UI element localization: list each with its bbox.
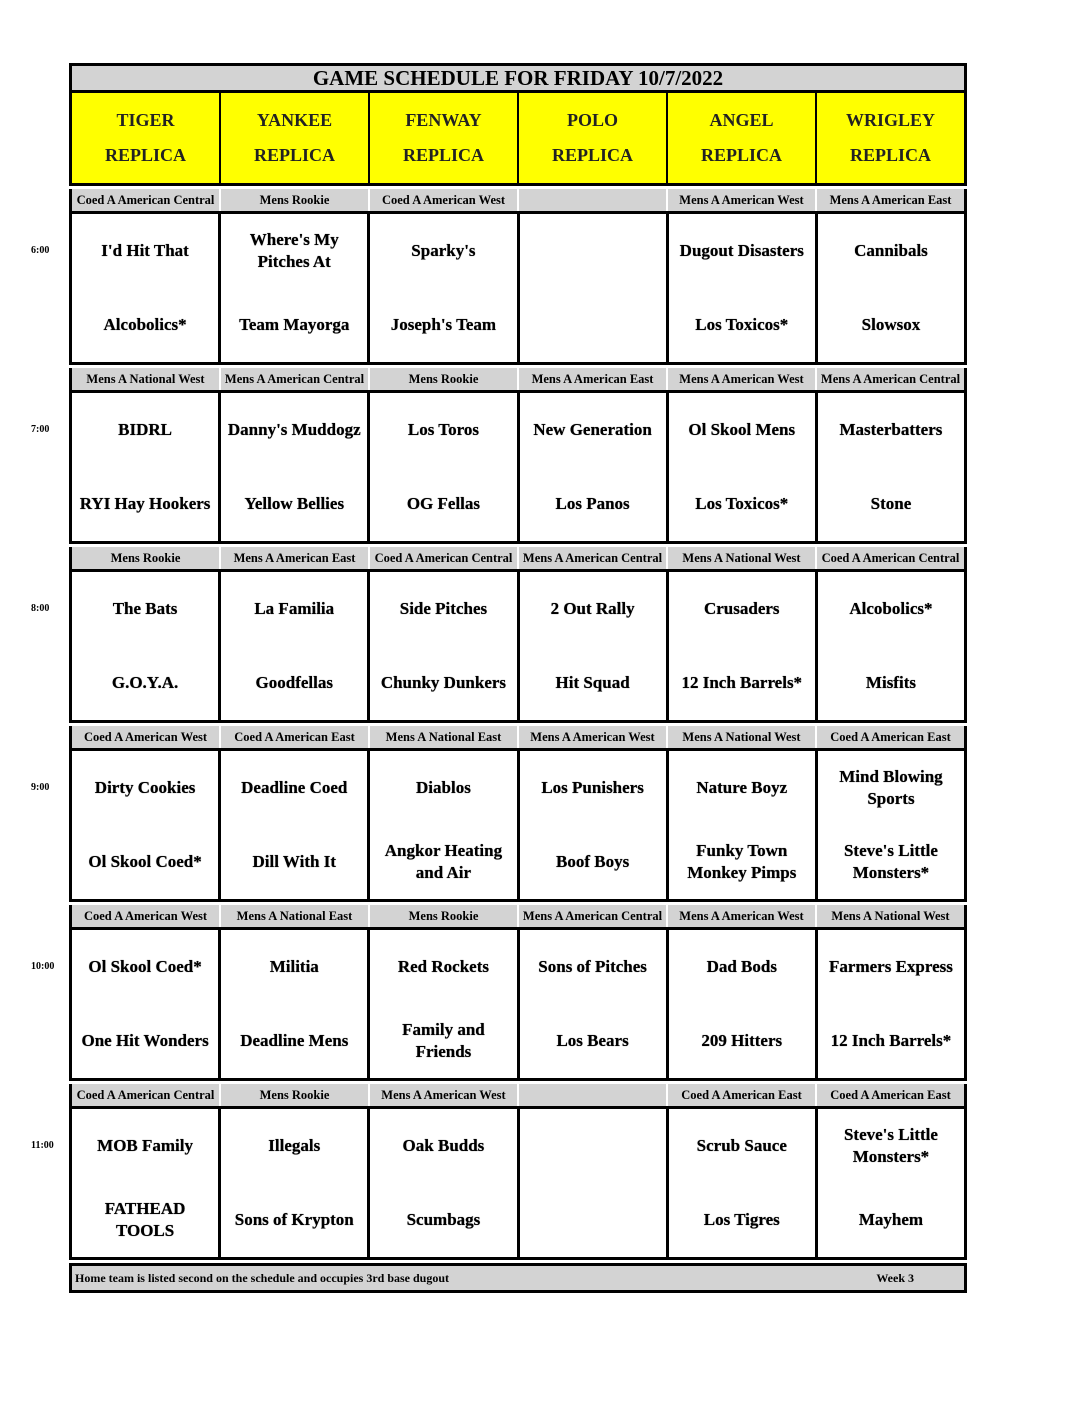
time-slot xyxy=(31,1084,967,1260)
time-slots xyxy=(31,189,967,1260)
away-team: La Familia xyxy=(254,599,335,618)
game-cell xyxy=(221,572,370,720)
away-team: Dad Bods xyxy=(706,957,777,976)
game-cell xyxy=(818,751,964,899)
schedule-sheet xyxy=(31,63,967,1293)
game-cell xyxy=(669,214,818,362)
home-team: Ol Skool Coed* xyxy=(88,852,202,871)
division-label: Mens Rookie xyxy=(370,368,519,390)
division-label: Coed A American Central xyxy=(72,1084,221,1106)
game-cell xyxy=(818,393,964,541)
home-team: Los Toxicos* xyxy=(695,494,789,513)
home-team: G.O.Y.A. xyxy=(111,673,179,692)
away-team: Alcobolics* xyxy=(849,599,933,618)
game-cell xyxy=(520,930,669,1078)
game-cell xyxy=(669,393,818,541)
division-label: Coed A American East xyxy=(221,726,370,748)
game-cell xyxy=(221,1109,370,1257)
venue-header xyxy=(519,93,668,183)
venue-type: REPLICA xyxy=(253,145,335,165)
venue-type: REPLICA xyxy=(551,145,633,165)
division-label: Mens A National West xyxy=(668,726,817,748)
division-row xyxy=(69,368,967,390)
home-team: FATHEAD TOOLS xyxy=(104,1199,186,1240)
division-label: Mens A American East xyxy=(221,547,370,569)
division-label: Mens Rookie xyxy=(72,547,221,569)
home-team: Alcobolics* xyxy=(103,315,187,334)
game-cell xyxy=(520,572,669,720)
division-label: Mens A National West xyxy=(668,547,817,569)
division-label: Mens A American West xyxy=(668,905,817,927)
game-cell xyxy=(370,751,519,899)
game-cell xyxy=(221,751,370,899)
division-label: Coed A American West xyxy=(72,905,221,927)
time-label: 7:00 xyxy=(31,424,50,435)
away-team: Mind Blowing Sports xyxy=(839,767,943,808)
home-team: Mayhem xyxy=(858,1210,924,1229)
home-team: Goodfellas xyxy=(255,673,333,692)
time-label: 10:00 xyxy=(31,961,55,972)
away-team: Dirty Cookies xyxy=(94,778,196,797)
away-team: Illegals xyxy=(268,1136,321,1155)
division-row xyxy=(69,905,967,927)
game-cell xyxy=(370,393,519,541)
division-label: Mens A American West xyxy=(519,726,668,748)
division-label: Mens A American Central xyxy=(519,547,668,569)
away-team: Crusaders xyxy=(703,599,780,618)
time-slot xyxy=(31,726,967,902)
game-cell xyxy=(669,930,818,1078)
division-row xyxy=(69,726,967,748)
game-cell xyxy=(669,1109,818,1257)
game-row xyxy=(69,211,967,365)
away-team: Nature Boyz xyxy=(696,778,788,797)
division-label: Mens A American East xyxy=(829,193,952,207)
home-team: Los Tigres xyxy=(703,1210,780,1229)
home-team: Dill With It xyxy=(252,852,336,871)
away-team: Farmers Express xyxy=(829,957,953,976)
home-team: 12 Inch Barrels* xyxy=(830,1031,952,1050)
home-team: Team Mayorga xyxy=(239,315,350,334)
game-cell xyxy=(520,1109,669,1257)
division-label: Coed A American Central xyxy=(370,547,519,569)
division-label xyxy=(519,189,668,211)
time-slot xyxy=(31,905,967,1081)
game-row xyxy=(69,1106,967,1260)
away-team: Sparky's xyxy=(411,241,476,260)
division-label: Mens A National West xyxy=(831,909,950,923)
time-slot xyxy=(31,368,967,544)
home-team: Los Bears xyxy=(556,1031,629,1050)
home-team: Sons of Krypton xyxy=(234,1210,354,1229)
away-team: The Bats xyxy=(112,599,178,618)
home-team: Stone xyxy=(870,494,912,513)
away-team: I'd Hit That xyxy=(101,241,189,260)
home-team xyxy=(520,1183,666,1257)
game-row xyxy=(69,569,967,723)
venue-type: REPLICA xyxy=(700,145,782,165)
division-label: Coed A American East xyxy=(668,1084,817,1106)
time-slot xyxy=(31,547,967,723)
time-label: 6:00 xyxy=(31,245,50,256)
game-cell xyxy=(221,393,370,541)
venue-header xyxy=(817,93,964,183)
venue-name: POLO xyxy=(566,110,618,130)
away-team: Sons of Pitches xyxy=(538,957,647,976)
home-team: Family and Friends xyxy=(402,1020,485,1061)
game-cell xyxy=(520,751,669,899)
game-cell xyxy=(370,1109,519,1257)
home-team: 12 Inch Barrels* xyxy=(681,673,803,692)
home-team: Angkor Heating and Air xyxy=(384,841,503,882)
game-cell xyxy=(818,572,964,720)
time-label: 9:00 xyxy=(31,782,50,793)
home-team: Deadline Mens xyxy=(240,1031,349,1050)
away-team xyxy=(520,1109,666,1183)
game-row xyxy=(69,390,967,544)
away-team: Danny's Muddogz xyxy=(227,420,361,439)
schedule-footer xyxy=(69,1263,967,1293)
home-team: Hit Squad xyxy=(555,673,630,692)
game-row xyxy=(69,927,967,1081)
home-team: Los Toxicos* xyxy=(695,315,789,334)
away-team: Red Rockets xyxy=(397,957,489,976)
venue-header xyxy=(370,93,519,183)
venue-header xyxy=(221,93,370,183)
division-label: Coed A American West xyxy=(72,726,221,748)
division-label: Mens A American West xyxy=(668,368,817,390)
division-label: Coed A American East xyxy=(830,730,951,744)
away-team: Steve's Little Monsters* xyxy=(843,1125,938,1166)
division-row xyxy=(69,547,967,569)
away-team: Diablos xyxy=(416,778,471,797)
away-team: Deadline Coed xyxy=(241,778,348,797)
game-cell xyxy=(72,930,221,1078)
division-label: Mens Rookie xyxy=(221,189,370,211)
time-slot xyxy=(31,189,967,365)
away-team: Los Punishers xyxy=(541,778,644,797)
venue-type: REPLICA xyxy=(402,145,484,165)
home-team: One Hit Wonders xyxy=(81,1031,209,1050)
game-cell xyxy=(72,751,221,899)
time-label: 8:00 xyxy=(31,603,50,614)
venue-name: TIGER xyxy=(116,110,175,130)
game-cell xyxy=(72,572,221,720)
game-cell xyxy=(221,214,370,362)
game-cell xyxy=(370,572,519,720)
home-team: Scumbags xyxy=(406,1210,481,1229)
game-row xyxy=(69,748,967,902)
venue-name: FENWAY xyxy=(405,110,482,130)
venue-header xyxy=(668,93,817,183)
away-team: Side Pitches xyxy=(399,599,488,618)
home-team: Misfits xyxy=(865,673,916,692)
home-team: OG Fellas xyxy=(406,494,481,513)
home-team: Boof Boys xyxy=(555,852,630,871)
venue-type: REPLICA xyxy=(849,145,931,165)
division-label: Mens A National East xyxy=(221,905,370,927)
home-team: Los Panos xyxy=(555,494,630,513)
game-cell xyxy=(818,930,964,1078)
away-team xyxy=(520,214,666,288)
time-label: 11:00 xyxy=(31,1140,54,1151)
game-cell xyxy=(370,214,519,362)
division-label: Mens Rookie xyxy=(370,905,519,927)
division-row xyxy=(69,1084,967,1106)
away-team: Oak Budds xyxy=(402,1136,485,1155)
division-label: Coed A American Central xyxy=(821,551,960,565)
game-cell xyxy=(370,930,519,1078)
venue-header-row xyxy=(69,93,967,186)
game-cell xyxy=(669,751,818,899)
home-team: Joseph's Team xyxy=(390,315,497,334)
away-team: Dugout Disasters xyxy=(679,241,804,260)
venue-type: REPLICA xyxy=(104,145,186,165)
division-label: Coed A American Central xyxy=(72,189,221,211)
away-team: Masterbatters xyxy=(839,420,943,439)
venue-name: YANKEE xyxy=(256,110,333,130)
home-team xyxy=(520,288,666,362)
away-team: Militia xyxy=(269,957,319,976)
away-team: Where's My Pitches At xyxy=(249,230,339,271)
division-label: Mens A American Central xyxy=(820,372,961,386)
home-team: Chunky Dunkers xyxy=(380,673,507,692)
division-label: Coed A American East xyxy=(830,1088,951,1102)
division-row xyxy=(69,189,967,211)
home-team-note: Home team is listed second on the schedule and occupies 3rd base dugout xyxy=(75,1270,450,1285)
home-team: Slowsox xyxy=(861,315,921,334)
away-team: MOB Family xyxy=(97,1136,194,1155)
home-team: Steve's Little Monsters* xyxy=(843,841,938,882)
division-label: Mens A National East xyxy=(370,726,519,748)
venue-name: ANGEL xyxy=(709,110,774,130)
game-cell xyxy=(818,214,964,362)
away-team: Scrub Sauce xyxy=(696,1136,787,1155)
division-label: Mens A National West xyxy=(72,368,221,390)
division-label xyxy=(519,1084,668,1106)
away-team: Ol Skool Mens xyxy=(688,420,796,439)
game-cell xyxy=(72,393,221,541)
away-team: BIDRL xyxy=(118,420,173,439)
game-cell xyxy=(520,214,669,362)
game-cell xyxy=(520,393,669,541)
venue-header xyxy=(72,93,221,183)
away-team: New Generation xyxy=(533,420,652,439)
division-label: Coed A American West xyxy=(370,189,519,211)
away-team: 2 Out Rally xyxy=(550,599,635,618)
home-team: Funky Town Monkey Pimps xyxy=(687,841,797,882)
division-label: Mens A American West xyxy=(668,189,817,211)
game-cell xyxy=(818,1109,964,1257)
away-team: Los Toros xyxy=(407,420,479,439)
away-team: Ol Skool Coed* xyxy=(88,957,202,976)
schedule-title: GAME SCHEDULE FOR FRIDAY 10/7/2022 xyxy=(69,63,967,93)
division-label: Mens A American East xyxy=(519,368,668,390)
home-team: Yellow Bellies xyxy=(244,494,345,513)
division-label: Mens A American West xyxy=(370,1084,519,1106)
game-cell xyxy=(72,214,221,362)
division-label: Mens Rookie xyxy=(221,1084,370,1106)
game-cell xyxy=(72,1109,221,1257)
home-team: RYI Hay Hookers xyxy=(79,494,211,513)
away-team: Cannibals xyxy=(854,241,928,260)
home-team: 209 Hitters xyxy=(701,1031,783,1050)
game-cell xyxy=(221,930,370,1078)
venue-name: WRIGLEY xyxy=(845,110,935,130)
game-cell xyxy=(669,572,818,720)
division-label: Mens A American Central xyxy=(519,905,668,927)
week-label: Week 3 xyxy=(876,1270,914,1285)
division-label: Mens A American Central xyxy=(221,368,370,390)
